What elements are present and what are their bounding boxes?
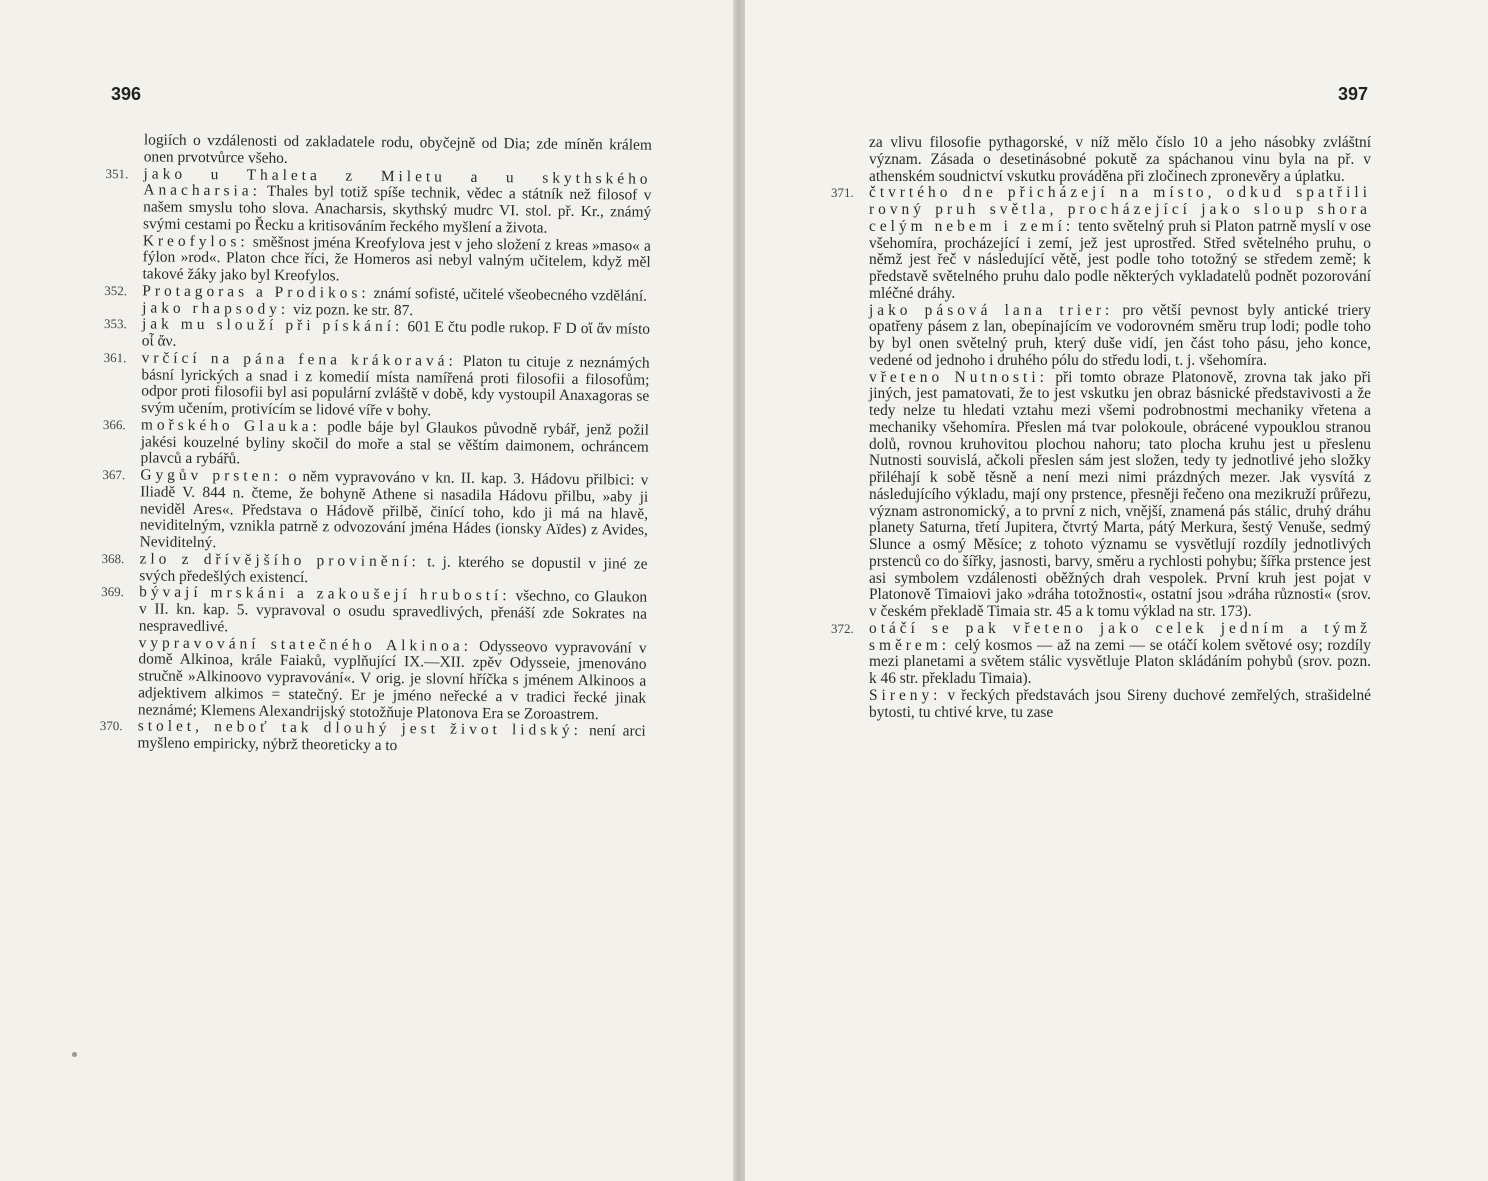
note-text: všechno, co Glaukon v II. kn. kap. 5. vypravoval o osudu spravedlivých, přenáší zde Sokrates na nespravedlivé. xyxy=(138,587,648,636)
note-lemma: Gygův prsten: xyxy=(140,466,283,485)
notes-column-left xyxy=(100,132,652,757)
note-number: 361. xyxy=(103,349,127,365)
note-text: za vlivu filosofie pythagorské, v níž mělo číslo 10 a jeho násobky zvláštní význam. Zásada o desetinásobné pokutě za spáchanou vinu byla na př. v athenském soudnictví vskutku prováděna při zločinech zpronevěry a úplatku. xyxy=(869,134,1371,185)
note-entry xyxy=(831,621,1371,688)
note-lemma: vřeteno Nutnosti: xyxy=(869,368,1048,386)
note-number: 366. xyxy=(102,416,126,432)
note-text: viz pozn. ke str. 87. xyxy=(292,300,414,319)
note-lemma: jako rhapsody: xyxy=(142,298,290,318)
note-lemma: stolet, neboť tak dlouhý jest život lidský: xyxy=(137,717,582,740)
note-text: není arci myšleno empiricky, nýbrž theoreticky a to xyxy=(137,722,646,755)
note-entry xyxy=(831,135,1371,185)
notes-column-right xyxy=(831,135,1371,721)
paper-speck xyxy=(72,1052,77,1057)
note-entry xyxy=(831,303,1371,370)
note-lemma: jak mu slouží při pískání: xyxy=(141,315,404,336)
note-text: logiích o vzdálenosti od zakladatele rodu, obyčejně od Dia; zde míněn králem onen prvotvůrce všeho. xyxy=(143,131,652,167)
right-page xyxy=(745,0,1488,1181)
note-lemma: vrčící na pána fena krákoravá: xyxy=(141,349,457,370)
note-text: tento světelný pruh si Platon patrně myslí v ose všehomíra, procházející i zemí, jež jest uprostřed. Střed světelného pruhu, o němž jest řeč v následující větě, jest podle toho totožný se středem země; k představě světelného pruhu dalo podle některých vykladatelů podnět pozorování mléčné dráhy. xyxy=(869,217,1371,302)
page-number-right: 397 xyxy=(1338,84,1369,104)
note-number: 367. xyxy=(102,466,126,483)
note-text: při tomto obraze Platonově, zrovna tak jako při jiných, jest pamatovati, že to jest vskutku jen obraz básnické představivosti a že tedy nelze tu hledati vztahu mezi všemi podrobnostmi mechaniky vřetena a mechaniky všehomíra. Přeslen má tvar polokoule, obrácené vypouklou stranou dolů, rovnou kruhovitou plochou nahoru; tato plocha kruhu jest u přeslenu Nutnosti souvislá, ačkoli přeslen sám jest složen, tedy ty jednotlivé jeho složky přiléhají k sobě těsně a není mezi nimi prázdných mezer. Jak vysvítá z následujícího výkladu, mají ony prstence, přesněji řečeno ona mezikruží průřezu, význam astronomický, a to první z nich, vnější, znamená pás stálic, druhý dráhu planety Saturna, třetí Jupitera, čtvrtý Marta, pátý Merkura, šestý Venuše, sedmý Slunce a osmý Měsíce; z tohoto významu se vysvětlují rozdíly jednotlivých prstenců co do šířky, jasnosti, barvy, směru a rychlosti pohybu; šířka prstence jest asi symbolem vzdálenosti oběžných drah vespolek. První kruh jest pojat v Platonově Timaiovi jako »dráha totožnosti«, ostatní jsou »dráha různosti« (srov. v českém překladě Timaia str. 45 a k tomu výklad na str. 173). xyxy=(869,368,1371,620)
note-text: t. j. kterého se dopustil v jiné ze svých předešlých existencí. xyxy=(139,553,648,586)
note-number: 370. xyxy=(99,718,123,734)
note-entry xyxy=(100,634,647,723)
note-number: 353. xyxy=(103,316,127,332)
note-lemma: jako u Thaleta z Miletu a u skythského Anacharsia: xyxy=(143,164,652,200)
note-text: Odysseovo vypravování v domě Alkinoa, krále Faiaků, vyplňující IX.—XII. zpěv Odysseie, jmenováno stručně »Alkinoovo vypravování«. V orig. je slovní hříčka s jménem Alkinoos a adjektivem alkimos = statečný. Er je jméno neřecké a v tradici řecké jinak neznámé; Klemens Alexandrijský stotožňuje Platonova Era se Zoroastrem. xyxy=(137,637,647,723)
note-entry xyxy=(103,350,650,423)
note-lemma: otáčí se pak vřeteno jako celek jedním a týmž směrem: xyxy=(869,619,1371,654)
note-text: o něm vypravováno v kn. II. kap. 3. Hádovu přilbici: v Iliadě V. 844 n. čteme, že bohyně Athene si nasadila Hádovu přilbu, »aby ji neviděl Ares«. Představa o Hádově přilbě, činící toho, kdo ji má na hlavě, neviditelným, vznikla patrně z odvozování jména Hádes (ionsky Aïdes) z Avides, Neviditelný. xyxy=(139,467,649,552)
note-lemma: Sireny: xyxy=(869,686,942,704)
book-gutter xyxy=(733,0,745,1181)
note-lemma: Kreofylos: xyxy=(142,231,249,250)
note-number: 372. xyxy=(831,620,854,636)
page-number-left: 396 xyxy=(111,84,142,104)
note-number: 371. xyxy=(831,185,854,201)
note-lemma: mořského Glauka: xyxy=(140,416,321,436)
note-entry xyxy=(102,417,648,473)
note-text: pro větší pevnost byly antické triery opatřeny pásem z lan, obepínajícím ve vodorovném směru trup lodi; podle toho by byl onen světelný pruh, který duše vidí, jen část toho pásu, jeho konce, vedené od jednoho i druhého pólu do středu lodi, t. j. všehomíra. xyxy=(869,301,1372,369)
note-text: 601 E čtu podle rukop. F D οἴ ἄν místo οἷ ἄν. xyxy=(141,318,651,350)
note-lemma: Protagoras a Prodikos: xyxy=(142,282,370,302)
note-text: známí sofisté, učitelé všeobecného vzdělání. xyxy=(373,284,648,305)
note-lemma: vypravování statečného Alkinoa: xyxy=(138,633,473,655)
left-page xyxy=(0,0,733,1181)
note-number: 352. xyxy=(104,282,128,298)
note-text: podle báje byl Glaukos původně rybář, jenž požil jakési kouzelné byliny skočil do moře a stal se věštím daimonem, ochráncem plavců a rybářů. xyxy=(140,418,649,468)
note-entry xyxy=(104,232,650,288)
note-number: 351. xyxy=(105,165,129,181)
note-entry xyxy=(831,688,1371,722)
note-lemma: bývají mrskáni a zakoušejí hrubostí: xyxy=(139,583,511,605)
note-number: 368. xyxy=(101,550,125,566)
note-entry xyxy=(102,467,649,556)
note-entry xyxy=(831,370,1371,621)
note-text: Platon tu cituje z neznámých básní lyrických a snad i z komedií místa namířená proti filosofii a filosofům; odpor proti filosofii byl asi populární zvláště v době, kdy vystoupil Anaxagoras se svým učením, protivícím se lidové víře v bohy. xyxy=(141,352,650,420)
note-entry xyxy=(831,185,1371,302)
note-lemma: jako pásová lana trier: xyxy=(869,301,1114,319)
note-lemma: čtvrtého dne přicházejí na místo, odkud spatřili rovný pruh světla, procházející jako sloup shora celým nebem i zemí: xyxy=(869,184,1371,235)
note-text: Thales byl totiž spíše technik, vědec a státník než filosof v našem smyslu toho slova. Anacharsis, skythský mudrc VI. stol. př. Kr., známý svými cestami po Řecku a kritisováním řeckého myšlení a života. xyxy=(142,182,652,237)
note-entry xyxy=(105,165,652,238)
note-text: v řeckých představách jsou Sireny duchové zemřelých, strašidelné bytosti, tu chtivé krve, tu zase xyxy=(869,686,1371,721)
note-text: směšnost jména Kreofylova jest v jeho složení z kreas »maso« a fýlon »rod«. Platon chce říci, že Homeros asi nebyl valným učitelem, když měl takové žáky jako byl Kreofylos. xyxy=(142,233,651,285)
note-entry xyxy=(101,584,647,640)
note-lemma: zlo z dřívějšího provinění: xyxy=(139,550,420,571)
note-entry xyxy=(100,718,646,757)
note-text: celý kosmos — až na zemi — se otáčí kolem světové osy; rozdíly mezi planetami a světem stálic vysvětluje Platon skládáním pohybů (srov. pozn. k 46 str. překladu Timaia). xyxy=(869,636,1371,687)
note-number: 369. xyxy=(101,584,125,600)
